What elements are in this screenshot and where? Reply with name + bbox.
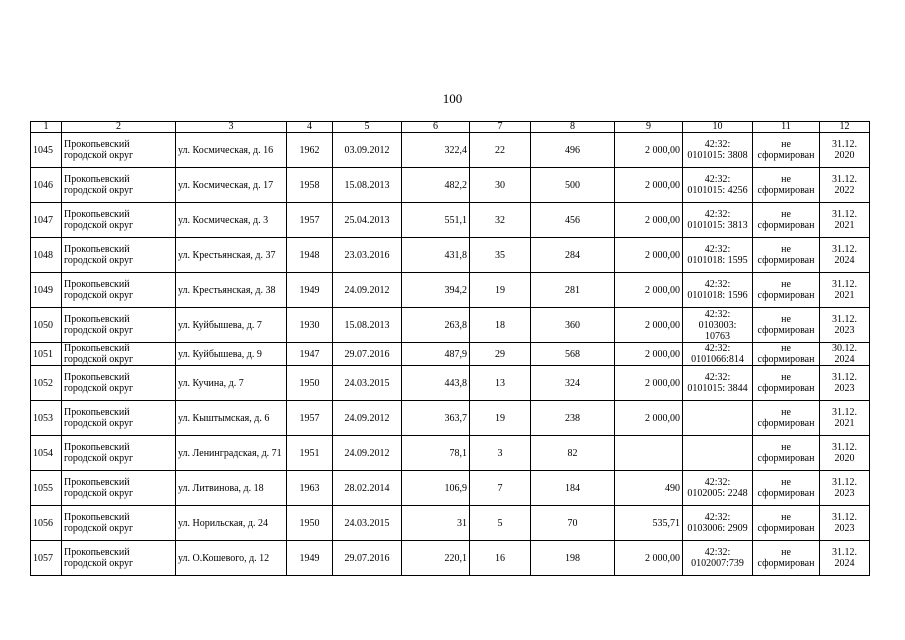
area-cell: 322,4 bbox=[402, 133, 470, 168]
table-row bbox=[31, 506, 870, 541]
address-cell: ул. Куйбышева, д. 9 bbox=[176, 343, 287, 366]
page-number: 100 bbox=[442, 91, 463, 106]
status-cell: не сформирован bbox=[753, 436, 820, 471]
row-number-cell: 1056 bbox=[31, 506, 62, 541]
row-number-cell: 1048 bbox=[31, 238, 62, 273]
table-row bbox=[31, 308, 870, 343]
year-built-cell: 1963 bbox=[287, 471, 333, 506]
amount-cell: 490 bbox=[615, 471, 683, 506]
column-number: 6 bbox=[402, 122, 470, 133]
residents-cell: 19 bbox=[470, 401, 531, 436]
deadline-cell: 31.12. 2022 bbox=[820, 168, 870, 203]
date-cell: 15.08.2013 bbox=[333, 308, 402, 343]
area-cell: 551,1 bbox=[402, 203, 470, 238]
municipality-cell: Прокопьевский городской округ bbox=[62, 366, 176, 401]
column-number: 5 bbox=[333, 122, 402, 133]
count-cell: 456 bbox=[531, 203, 615, 238]
date-cell: 28.02.2014 bbox=[333, 471, 402, 506]
municipality-cell: Прокопьевский городской округ bbox=[62, 203, 176, 238]
year-built-cell: 1930 bbox=[287, 308, 333, 343]
housing-register-table bbox=[30, 121, 870, 576]
municipality-cell: Прокопьевский городской округ bbox=[62, 541, 176, 576]
table-row bbox=[31, 401, 870, 436]
table-row bbox=[31, 168, 870, 203]
area-cell: 394,2 bbox=[402, 273, 470, 308]
residents-cell: 18 bbox=[470, 308, 531, 343]
count-cell: 568 bbox=[531, 343, 615, 366]
municipality-cell: Прокопьевский городской округ bbox=[62, 273, 176, 308]
cadastral-number-cell: 42:32: 0103006: 2909 bbox=[683, 506, 753, 541]
column-number: 1 bbox=[31, 122, 62, 133]
table-row bbox=[31, 366, 870, 401]
cadastral-number-cell: 42:32: 0101015: 3808 bbox=[683, 133, 753, 168]
date-cell: 15.08.2013 bbox=[333, 168, 402, 203]
deadline-cell: 31.12. 2023 bbox=[820, 471, 870, 506]
deadline-cell: 31.12. 2023 bbox=[820, 366, 870, 401]
row-number-cell: 1050 bbox=[31, 308, 62, 343]
date-cell: 29.07.2016 bbox=[333, 343, 402, 366]
row-number-cell: 1045 bbox=[31, 133, 62, 168]
address-cell: ул. Крестьянская, д. 37 bbox=[176, 238, 287, 273]
municipality-cell: Прокопьевский городской округ bbox=[62, 436, 176, 471]
status-cell: не сформирован bbox=[753, 506, 820, 541]
residents-cell: 7 bbox=[470, 471, 531, 506]
year-built-cell: 1949 bbox=[287, 541, 333, 576]
table-row bbox=[31, 133, 870, 168]
municipality-cell: Прокопьевский городской округ bbox=[62, 401, 176, 436]
residents-cell: 16 bbox=[470, 541, 531, 576]
year-built-cell: 1957 bbox=[287, 203, 333, 238]
year-built-cell: 1950 bbox=[287, 366, 333, 401]
deadline-cell: 31.12. 2020 bbox=[820, 133, 870, 168]
address-cell: ул. Космическая, д. 17 bbox=[176, 168, 287, 203]
date-cell: 24.03.2015 bbox=[333, 506, 402, 541]
status-cell: не сформирован bbox=[753, 203, 820, 238]
date-cell: 29.07.2016 bbox=[333, 541, 402, 576]
row-number-cell: 1057 bbox=[31, 541, 62, 576]
column-number: 12 bbox=[820, 122, 870, 133]
residents-cell: 35 bbox=[470, 238, 531, 273]
row-number-cell: 1052 bbox=[31, 366, 62, 401]
date-cell: 03.09.2012 bbox=[333, 133, 402, 168]
table-row bbox=[31, 471, 870, 506]
count-cell: 360 bbox=[531, 308, 615, 343]
residents-cell: 29 bbox=[470, 343, 531, 366]
deadline-cell: 31.12. 2024 bbox=[820, 541, 870, 576]
area-cell: 431,8 bbox=[402, 238, 470, 273]
municipality-cell: Прокопьевский городской округ bbox=[62, 238, 176, 273]
area-cell: 443,8 bbox=[402, 366, 470, 401]
cadastral-number-cell bbox=[683, 401, 753, 436]
count-cell: 198 bbox=[531, 541, 615, 576]
municipality-cell: Прокопьевский городской округ bbox=[62, 343, 176, 366]
row-number-cell: 1049 bbox=[31, 273, 62, 308]
status-cell: не сформирован bbox=[753, 541, 820, 576]
area-cell: 106,9 bbox=[402, 471, 470, 506]
amount-cell: 535,71 bbox=[615, 506, 683, 541]
count-cell: 184 bbox=[531, 471, 615, 506]
address-cell: ул. Крестьянская, д. 38 bbox=[176, 273, 287, 308]
status-cell: не сформирован bbox=[753, 366, 820, 401]
status-cell: не сформирован bbox=[753, 168, 820, 203]
deadline-cell: 31.12. 2021 bbox=[820, 203, 870, 238]
table-row bbox=[31, 436, 870, 471]
address-cell: ул. Космическая, д. 3 bbox=[176, 203, 287, 238]
residents-cell: 19 bbox=[470, 273, 531, 308]
deadline-cell: 31.12. 2024 bbox=[820, 238, 870, 273]
year-built-cell: 1949 bbox=[287, 273, 333, 308]
year-built-cell: 1957 bbox=[287, 401, 333, 436]
area-cell: 363,7 bbox=[402, 401, 470, 436]
cadastral-number-cell: 42:32: 0102007:739 bbox=[683, 541, 753, 576]
amount-cell: 2 000,00 bbox=[615, 273, 683, 308]
year-built-cell: 1947 bbox=[287, 343, 333, 366]
count-cell: 284 bbox=[531, 238, 615, 273]
amount-cell: 2 000,00 bbox=[615, 133, 683, 168]
amount-cell: 2 000,00 bbox=[615, 203, 683, 238]
area-cell: 78,1 bbox=[402, 436, 470, 471]
row-number-cell: 1051 bbox=[31, 343, 62, 366]
deadline-cell: 30.12. 2024 bbox=[820, 343, 870, 366]
cadastral-number-cell: 42:32: 0103003: 10763 bbox=[683, 308, 753, 343]
row-number-cell: 1055 bbox=[31, 471, 62, 506]
count-cell: 500 bbox=[531, 168, 615, 203]
deadline-cell: 31.12. 2021 bbox=[820, 401, 870, 436]
municipality-cell: Прокопьевский городской округ bbox=[62, 471, 176, 506]
cadastral-number-cell: 42:32: 0101015: 3813 bbox=[683, 203, 753, 238]
count-cell: 70 bbox=[531, 506, 615, 541]
deadline-cell: 31.12. 2021 bbox=[820, 273, 870, 308]
count-cell: 324 bbox=[531, 366, 615, 401]
date-cell: 25.04.2013 bbox=[333, 203, 402, 238]
column-number: 11 bbox=[753, 122, 820, 133]
column-number: 7 bbox=[470, 122, 531, 133]
residents-cell: 5 bbox=[470, 506, 531, 541]
cadastral-number-cell: 42:32: 0102005: 2248 bbox=[683, 471, 753, 506]
address-cell: ул. Кыштымская, д. 6 bbox=[176, 401, 287, 436]
municipality-cell: Прокопьевский городской округ bbox=[62, 308, 176, 343]
amount-cell: 2 000,00 bbox=[615, 366, 683, 401]
deadline-cell: 31.12. 2023 bbox=[820, 308, 870, 343]
year-built-cell: 1948 bbox=[287, 238, 333, 273]
column-number-row bbox=[31, 122, 870, 133]
amount-cell bbox=[615, 436, 683, 471]
status-cell: не сформирован bbox=[753, 343, 820, 366]
status-cell: не сформирован bbox=[753, 273, 820, 308]
column-number: 3 bbox=[176, 122, 287, 133]
municipality-cell: Прокопьевский городской округ bbox=[62, 133, 176, 168]
table-row bbox=[31, 541, 870, 576]
row-number-cell: 1047 bbox=[31, 203, 62, 238]
amount-cell: 2 000,00 bbox=[615, 401, 683, 436]
row-number-cell: 1046 bbox=[31, 168, 62, 203]
status-cell: не сформирован bbox=[753, 308, 820, 343]
residents-cell: 13 bbox=[470, 366, 531, 401]
year-built-cell: 1951 bbox=[287, 436, 333, 471]
cadastral-number-cell: 42:32: 0101018: 1596 bbox=[683, 273, 753, 308]
amount-cell: 2 000,00 bbox=[615, 168, 683, 203]
area-cell: 263,8 bbox=[402, 308, 470, 343]
year-built-cell: 1962 bbox=[287, 133, 333, 168]
cadastral-number-cell: 42:32: 0101015: 3844 bbox=[683, 366, 753, 401]
status-cell: не сформирован bbox=[753, 133, 820, 168]
table-row bbox=[31, 238, 870, 273]
status-cell: не сформирован bbox=[753, 238, 820, 273]
status-cell: не сформирован bbox=[753, 471, 820, 506]
amount-cell: 2 000,00 bbox=[615, 238, 683, 273]
address-cell: ул. Куйбышева, д. 7 bbox=[176, 308, 287, 343]
residents-cell: 32 bbox=[470, 203, 531, 238]
amount-cell: 2 000,00 bbox=[615, 308, 683, 343]
table-row bbox=[31, 273, 870, 308]
year-built-cell: 1958 bbox=[287, 168, 333, 203]
date-cell: 23.03.2016 bbox=[333, 238, 402, 273]
residents-cell: 22 bbox=[470, 133, 531, 168]
area-cell: 487,9 bbox=[402, 343, 470, 366]
status-cell: не сформирован bbox=[753, 401, 820, 436]
table-row bbox=[31, 343, 870, 366]
address-cell: ул. О.Кошевого, д. 12 bbox=[176, 541, 287, 576]
deadline-cell: 31.12. 2020 bbox=[820, 436, 870, 471]
year-built-cell: 1950 bbox=[287, 506, 333, 541]
row-number-cell: 1054 bbox=[31, 436, 62, 471]
address-cell: ул. Норильская, д. 24 bbox=[176, 506, 287, 541]
address-cell: ул. Литвинова, д. 18 bbox=[176, 471, 287, 506]
cadastral-number-cell: 42:32: 0101015: 4256 bbox=[683, 168, 753, 203]
residents-cell: 3 bbox=[470, 436, 531, 471]
count-cell: 281 bbox=[531, 273, 615, 308]
address-cell: ул. Ленинградская, д. 71 bbox=[176, 436, 287, 471]
cadastral-number-cell bbox=[683, 436, 753, 471]
count-cell: 238 bbox=[531, 401, 615, 436]
municipality-cell: Прокопьевский городской округ bbox=[62, 168, 176, 203]
area-cell: 220,1 bbox=[402, 541, 470, 576]
count-cell: 496 bbox=[531, 133, 615, 168]
date-cell: 24.09.2012 bbox=[333, 401, 402, 436]
amount-cell: 2 000,00 bbox=[615, 343, 683, 366]
column-number: 2 bbox=[62, 122, 176, 133]
cadastral-number-cell: 42:32: 0101018: 1595 bbox=[683, 238, 753, 273]
column-number: 8 bbox=[531, 122, 615, 133]
date-cell: 24.09.2012 bbox=[333, 436, 402, 471]
column-number: 10 bbox=[683, 122, 753, 133]
residents-cell: 30 bbox=[470, 168, 531, 203]
column-number: 9 bbox=[615, 122, 683, 133]
date-cell: 24.09.2012 bbox=[333, 273, 402, 308]
amount-cell: 2 000,00 bbox=[615, 541, 683, 576]
area-cell: 482,2 bbox=[402, 168, 470, 203]
table-row bbox=[31, 203, 870, 238]
column-number: 4 bbox=[287, 122, 333, 133]
address-cell: ул. Космическая, д. 16 bbox=[176, 133, 287, 168]
date-cell: 24.03.2015 bbox=[333, 366, 402, 401]
municipality-cell: Прокопьевский городской округ bbox=[62, 506, 176, 541]
address-cell: ул. Кучина, д. 7 bbox=[176, 366, 287, 401]
row-number-cell: 1053 bbox=[31, 401, 62, 436]
count-cell: 82 bbox=[531, 436, 615, 471]
cadastral-number-cell: 42:32: 0101066:814 bbox=[683, 343, 753, 366]
deadline-cell: 31.12. 2023 bbox=[820, 506, 870, 541]
area-cell: 31 bbox=[402, 506, 470, 541]
